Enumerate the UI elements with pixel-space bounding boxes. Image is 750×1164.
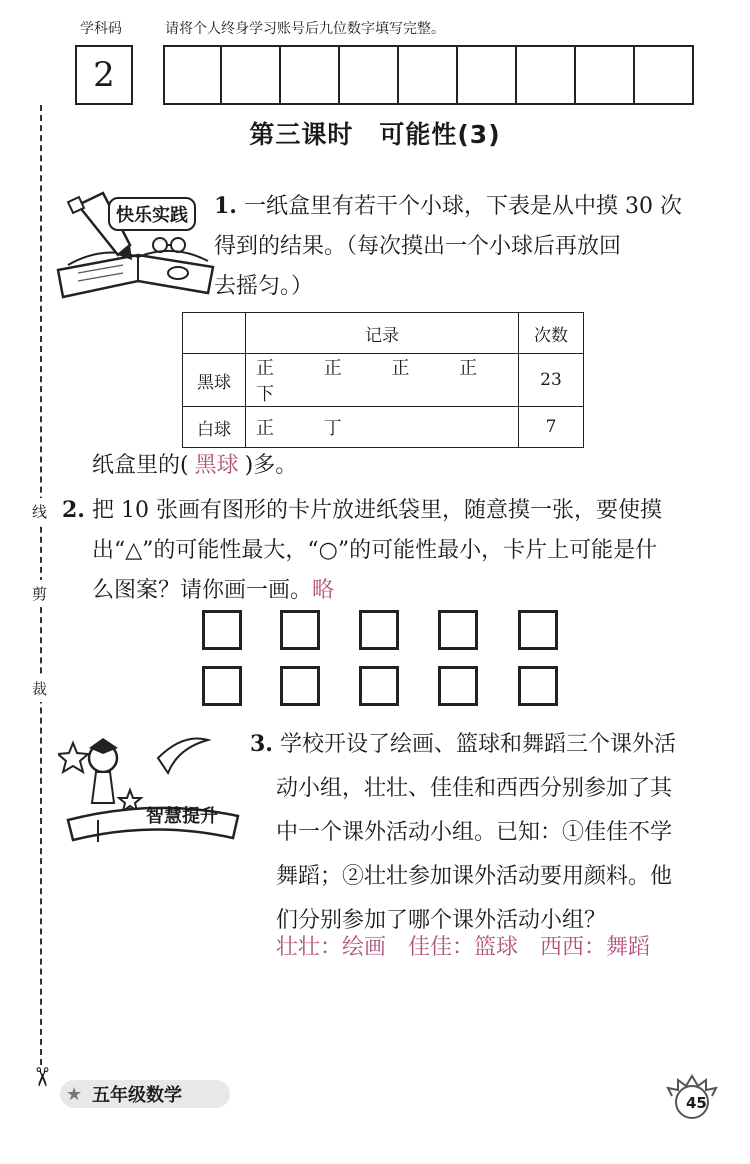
cut-label-jian: 剪	[32, 580, 47, 607]
account-instruction: 请将个人终身学习账号后九位数字填写完整。	[165, 21, 445, 37]
question-number: 3.	[250, 731, 273, 757]
question-text-line: 得到的结果。（每次摸出一个小球后再放回	[214, 234, 622, 259]
tally-record: 正 正 正 正 下	[246, 354, 519, 407]
drawing-box[interactable]	[518, 610, 558, 650]
ball-name: 黑球	[183, 354, 246, 407]
subject-code-label: 学科码	[80, 21, 122, 37]
drawing-box[interactable]	[202, 610, 242, 650]
drawing-box[interactable]	[202, 666, 242, 706]
question-text-line: 舞蹈；②壮壮参加课外活动要用颜料。他	[276, 864, 673, 889]
question-text-line: 学校开设了绘画、篮球和舞蹈三个课外活	[279, 732, 676, 757]
table-header-cell	[183, 313, 246, 354]
answer-text: 略	[312, 578, 335, 603]
table-row	[183, 407, 584, 448]
drawing-box[interactable]	[280, 666, 320, 706]
digit-box[interactable]	[281, 45, 340, 105]
digit-box[interactable]	[222, 45, 281, 105]
digit-box[interactable]	[163, 45, 222, 105]
question-number: 2.	[62, 497, 85, 523]
subject-code-value: 2	[93, 55, 115, 95]
scissors-icon: ✂	[25, 1066, 56, 1088]
drawing-box[interactable]	[518, 666, 558, 706]
table-header-cell: 记录	[246, 313, 519, 354]
table-row	[183, 354, 584, 407]
digit-box[interactable]	[340, 45, 399, 105]
question-text-line: 出“△”的可能性最大，“○”的可能性最小，卡片上可能是什	[92, 538, 658, 563]
happy-practice-badge	[48, 185, 228, 305]
answer-suffix: )多。	[244, 453, 298, 478]
count-value: 7	[519, 407, 584, 448]
question-2	[62, 490, 702, 611]
drawing-box[interactable]	[438, 610, 478, 650]
drawing-box[interactable]	[438, 666, 478, 706]
book-title: 五年级数学	[92, 1085, 182, 1106]
count-value: 23	[519, 354, 584, 407]
digit-box[interactable]	[458, 45, 517, 105]
graduate-kid-icon	[58, 728, 248, 848]
digit-box[interactable]	[517, 45, 576, 105]
question-text-line: 动小组，壮壮、佳佳和西西分别参加了其	[276, 776, 673, 801]
digit-box[interactable]	[635, 45, 694, 105]
answer-text: 黑球	[194, 453, 239, 478]
table-header-row	[183, 313, 584, 354]
question-text-line: 们分别参加了哪个课外活动小组？	[276, 908, 607, 933]
question-text-line: 去摇匀。）	[214, 274, 314, 299]
page-number: 45	[686, 1094, 707, 1112]
question-text-line: 一纸盒里有若干个小球，下表是从中摸 30 次	[243, 194, 682, 219]
lesson-title: 第三课时 可能性(3)	[249, 120, 501, 149]
drawing-box[interactable]	[359, 666, 399, 706]
q1-answer-line	[92, 446, 297, 486]
q3-answer: 壮壮：绘画 佳佳：篮球 西西：舞蹈	[276, 935, 651, 960]
question-text-line: 么图案？请你画一画。	[92, 578, 313, 603]
question-number: 1.	[214, 193, 237, 219]
subject-code-box	[75, 45, 133, 105]
digit-box[interactable]	[576, 45, 635, 105]
question-1	[214, 186, 714, 307]
star-icon: ★	[66, 1084, 83, 1105]
question-text-line: 把 10 张画有图形的卡片放进纸袋里，随意摸一张，要使摸	[91, 498, 662, 523]
digit-box[interactable]	[399, 45, 458, 105]
tally-record: 正 丁	[246, 407, 519, 448]
section-badge-label: 智慧提升	[146, 806, 218, 827]
cut-label-xian: 线	[32, 498, 47, 525]
answer-prefix: 纸盒里的(	[92, 453, 189, 478]
record-table	[182, 312, 584, 448]
section-badge-label: 快乐实践	[108, 197, 196, 231]
question-text-line: 中一个课外活动小组。已知：①佳佳不学	[276, 820, 673, 845]
drawing-box[interactable]	[280, 610, 320, 650]
table-header-cell: 次数	[519, 313, 584, 354]
cut-label-cai: 裁	[32, 675, 47, 702]
question-3	[250, 722, 710, 943]
drawing-box[interactable]	[359, 610, 399, 650]
ball-name: 白球	[183, 407, 246, 448]
wisdom-badge	[58, 728, 248, 848]
